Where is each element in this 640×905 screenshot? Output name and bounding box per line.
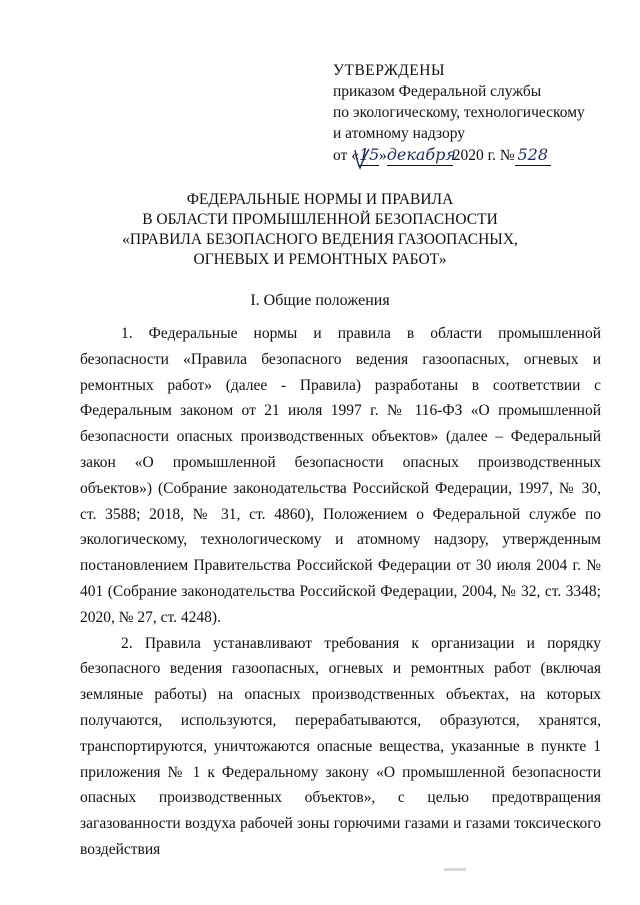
- approval-date-line: [333, 144, 623, 166]
- section-heading: I. Общие положения: [250, 292, 390, 309]
- scan-mark: [444, 868, 466, 871]
- signature-checkmark-icon: [353, 148, 371, 170]
- date-prefix: от «: [333, 147, 359, 164]
- paragraph-1: 1. Федеральные нормы и правила в области промышленной безопасности «Правила безопасного ведения газоопасных, огневых и ремонтных работ» (далее - Правила) разработаны в соответствии с Федеральным законом от 21 июля 1997 г. № 116-ФЗ «О промышленной безопасности опасных производственных объектов» (далее – Федеральный закон «О промышленной безопасности опасных производственных объектов») (Собрание законодательства Российской Федерации, 1997, № 30, ст. 3588; 2018, № 31, ст. 4860), Положением о Федеральной службе по экологическому, технологическому и атомному надзору, утвержденным постановлением Правительства Российской Федерации от 30 июля 2004 г. № 401 (Собрание законодательства Российской Федерации, 2004, № 32, ст. 3348; 2020, № 27, ст. 4248).: [80, 325, 601, 626]
- order-number: 528: [515, 144, 551, 166]
- date-month: декабря: [386, 145, 457, 164]
- title-line-4: ОГНЕВЫХ И РЕМОНТНЫХ РАБОТ»: [193, 251, 447, 268]
- title-line-3: «ПРАВИЛА БЕЗОПАСНОГО ВЕДЕНИЯ ГАЗООПАСНЫХ,: [122, 231, 518, 248]
- approval-block: [333, 60, 623, 166]
- approval-line-2: по экологическому, технологическому: [333, 104, 585, 121]
- title-line-1: ФЕДЕРАЛЬНЫЕ НОРМЫ И ПРАВИЛА: [186, 191, 454, 208]
- approval-line-3: и атомному надзору: [333, 125, 465, 142]
- date-mid: »: [378, 147, 387, 164]
- document-body: [80, 321, 601, 863]
- approval-heading: УТВЕРЖДЕНЫ: [333, 62, 445, 79]
- title-line-2: В ОБЛАСТИ ПРОМЫШЛЕННОЙ БЕЗОПАСНОСТИ: [142, 211, 498, 228]
- date-year: 2020 г. №: [452, 147, 515, 164]
- document-title: [60, 190, 580, 270]
- approval-line-1: приказом Федеральной службы: [333, 83, 542, 100]
- paragraph-2: 2. Правила устанавливают требования к организации и порядку безопасного ведения газоопасных, огневых и ремонтных работ (включая земляные работы) на опасных производственных объектах, на которых получаются, используются, перерабатываются, образуются, хранятся, транспортируются, уничтожаются опасные вещества, указанные в пункте 1 приложения № 1 к Федеральному закону «О промышленной безопасности опасных производственных объектов», с целью предотвращения загазованности воздуха рабочей зоны горючими газами и газами токсического воздействия: [80, 634, 601, 858]
- date-day: 15: [358, 145, 380, 164]
